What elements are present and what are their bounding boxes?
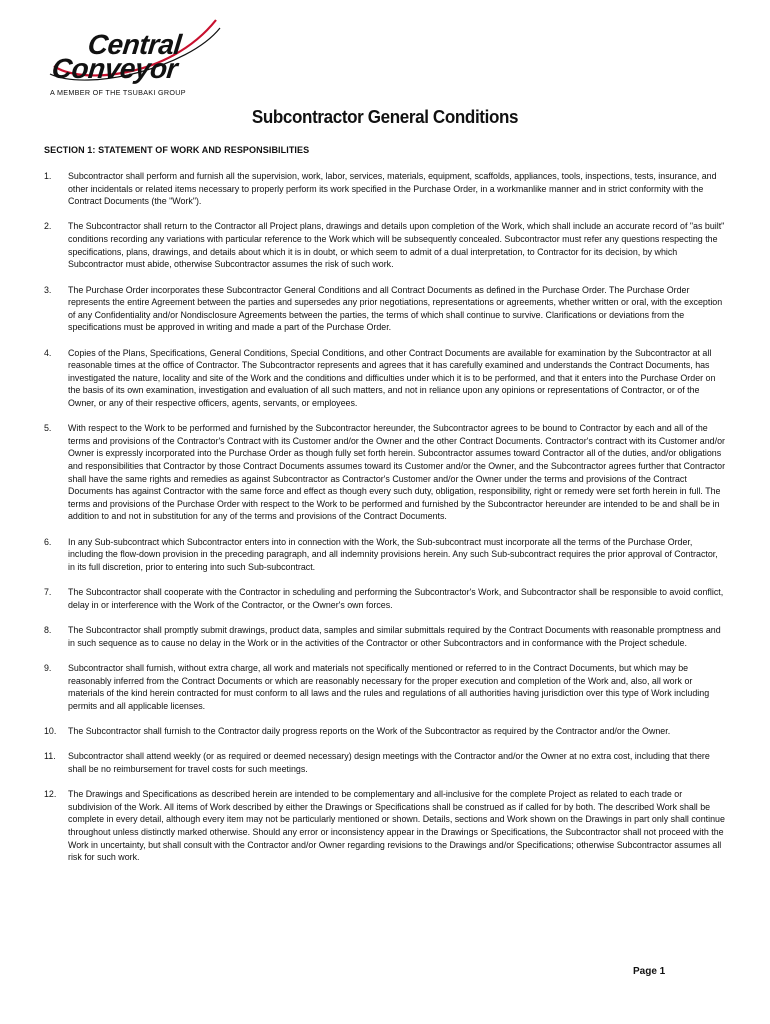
- clause-item: [44, 624, 726, 649]
- clause-number: 1.: [44, 171, 52, 181]
- clause-number: 6.: [44, 536, 52, 547]
- clause-text: In any Sub-subcontract which Subcontractor enters into in connection with the Work, the Sub-subcontract must incorporate all the terms of the Purchase Order, including the flow-down provision in the preceding paragraph, and all indemnity provisions herein. Any such Sub-subcontract requires the prior approval of Contractor, in its full discretion, prior to entering into such Sub-subcontract.: [68, 536, 718, 572]
- clause-list: [44, 170, 726, 876]
- company-logo: [48, 18, 223, 102]
- section-heading: SECTION 1: STATEMENT OF WORK AND RESPONSIBILITIES: [44, 145, 310, 155]
- document-title: Subcontractor General Conditions: [251, 106, 519, 127]
- clause-item: [44, 220, 726, 270]
- clause-text: The Drawings and Specifications as described herein are intended to be complementary and all-inclusive for the complete Project as related to each trade or subdivision of the Work. All items of Work described by either the Drawings or Specifications shall be construed as if called for by both. The described Work shall be complete in every detail, although every item may not be particularly mentioned or shown. Details, sections and Work shown on the Drawings in part only shall continue throughout unless distinctly marked otherwise. Should any error or inconsistency appear in the Drawings or Specifications, the Subcontractor shall not proceed with the Work in uncertainty, but shall consult with the Contractor and/or Owner regarding revisions to the Drawings and/or Specifications; otherwise Subcontractor assumes all risk for such work.: [68, 789, 725, 863]
- clause-text: Subcontractor shall furnish, without extra charge, all work and materials not specifically mentioned or referred to in the Contract Documents, but which may be reasonably inferred from the Contract Documents or which are reasonably necessary for the proper execution and completion of the Work and, also, all work or materials of the kind herein contracted for must conform to all laws and the rules and regulations of all authorities having jurisdiction over this type of Work including permits and all applicable licenses.: [68, 662, 710, 711]
- clause-item: [44, 788, 726, 864]
- logo-line-conveyor: Conveyor: [50, 53, 179, 84]
- clause-item: [44, 536, 726, 574]
- clause-item: [44, 662, 726, 712]
- clause-text: The Subcontractor shall cooperate with the Contractor in scheduling and performing the Subcontractor's Work, and Subcontractor shall be responsible to avoid conflict, delay in or interference with the Work of the Contractor, or the Owner's own forces.: [68, 587, 724, 610]
- clause-number: 3.: [44, 284, 52, 295]
- clause-number: 2.: [44, 221, 52, 232]
- page-number: Page 1: [633, 966, 666, 977]
- clause-item: [44, 347, 726, 410]
- clause-text: The Subcontractor shall promptly submit drawings, product data, samples and similar submittals required by the Contract Documents with reasonable promptness and in such sequence as to cause no delay in the Work or in the activities of the Contractor or other Subcontractors and in conformance with the Project schedule.: [68, 625, 721, 648]
- clause-text: The Subcontractor shall return to the Contractor all Project plans, drawings and details upon completion of the Work, which shall include an accurate record of "as built" conditions recording any variations with particular reference to the Work which will be subsequently concealed. Subcontractor must refer any questions respecting the specifications, plans, drawings, and details about which it is in doubt, or which seem to admit of a dual interpretation, to Contractor for its decision, by which Subcontractor must abide, otherwise Subcontractor assumes the risk of such work.: [68, 221, 725, 270]
- clause-number: 10.: [44, 725, 57, 736]
- clause-text: The Purchase Order incorporates these Subcontractor General Conditions and all Contract Documents as defined in the Purchase Order. The Purchase Order represents the entire Agreement between the parties and supersedes any prior negotiations, representations or agreements, whether written or oral, with the exception of any Confidentiality and/or Nondisclosure Agreements between the parties, the terms of which shall continue to survive. Clarifications or deviations from the specifications must be approved in writing and made a part of the Purchase Order.: [68, 284, 723, 333]
- logo-member-tagline: A MEMBER OF THE TSUBAKI GROUP: [50, 88, 186, 97]
- clause-item: [44, 725, 726, 738]
- clause-number: 12.: [44, 789, 57, 800]
- clause-number: 7.: [44, 587, 52, 598]
- clause-text: With respect to the Work to be performed and furnished by the Subcontractor hereunder, the Subcontractor agrees to be bound to Contractor by each and all of the terms and provisions of the Contractor's Contract with its Customer and/or the Owner and the other Contract Documents. Contractor's contract with its Customer and/or Owner is expressly incorporated into the Purchase Order as though fully set forth herein. Subcontractor assumes toward Contractor all of the duties, and/or obligations and responsibilities that Contractor by those Contract Documents assumes toward its Customer and/or the Owner, and the Subcontractor agrees further that Contractor shall have the same rights and remedies as against Subcontractor as Contractor's Customer and/or the Owner under the terms and provisions of the Contract Documents has against Contractor with the same force and effect as though every such duty, obligation, responsibility, right or remedy were set forth herein in full. The terms and provisions of the Purchase Order with respect to the Work to be performed and furnished by the Subcontractor hereunder are intended to be and shall be in addition to and not in substitution for any of the terms and provisions of the Contract Documents.: [68, 423, 726, 522]
- clause-item: [44, 750, 726, 775]
- clause-number: 11.: [44, 751, 56, 762]
- clause-number: 8.: [44, 625, 52, 636]
- clause-text: Copies of the Plans, Specifications, General Conditions, Special Conditions, and other Contract Documents are available for examination by the Subcontractor at all reasonable times at the office of Contractor. The Subcontractor represents and agrees that it has carefully examined and understands the Contract Documents, has investigated the nature, locality and site of the Work and the conditions and difficulties under which it is to be performed, and that it enters into the Purchase Order on the basis of its own examination, investigation and evaluation of all such matters, and not in reliance upon any opinions or representations of Contractor, or of the Owner, or any of their respective officers, agents, servants, or employees.: [68, 347, 716, 408]
- clause-text: Subcontractor shall attend weekly (or as required or deemed necessary) design meetings with the Contractor and/or the Owner at no extra cost, including that there shall be no reimbursement for travel costs for such meetings.: [68, 751, 710, 774]
- clause-item: [44, 170, 726, 208]
- clause-text: Subcontractor shall perform and furnish all the supervision, work, labor, services, materials, equipment, scaffolds, appliances, tools, inspections, tests, insurance, and other incidentals or related items necessary to properly perform its work specified in the Purchase Order, in a workmanlike manner and in strict conformity with the Contract Documents (the "Work").: [68, 171, 717, 207]
- clause-number: 4.: [44, 347, 52, 358]
- clause-item: [44, 586, 726, 611]
- clause-text: The Subcontractor shall furnish to the Contractor daily progress reports on the Work of the Subcontractor as required by the Contractor and/or the Owner.: [68, 725, 671, 736]
- clause-number: 9.: [44, 662, 52, 673]
- clause-number: 5.: [44, 423, 52, 434]
- clause-item: [44, 422, 726, 523]
- logo-line-central: Central: [86, 29, 183, 60]
- clause-item: [44, 284, 726, 334]
